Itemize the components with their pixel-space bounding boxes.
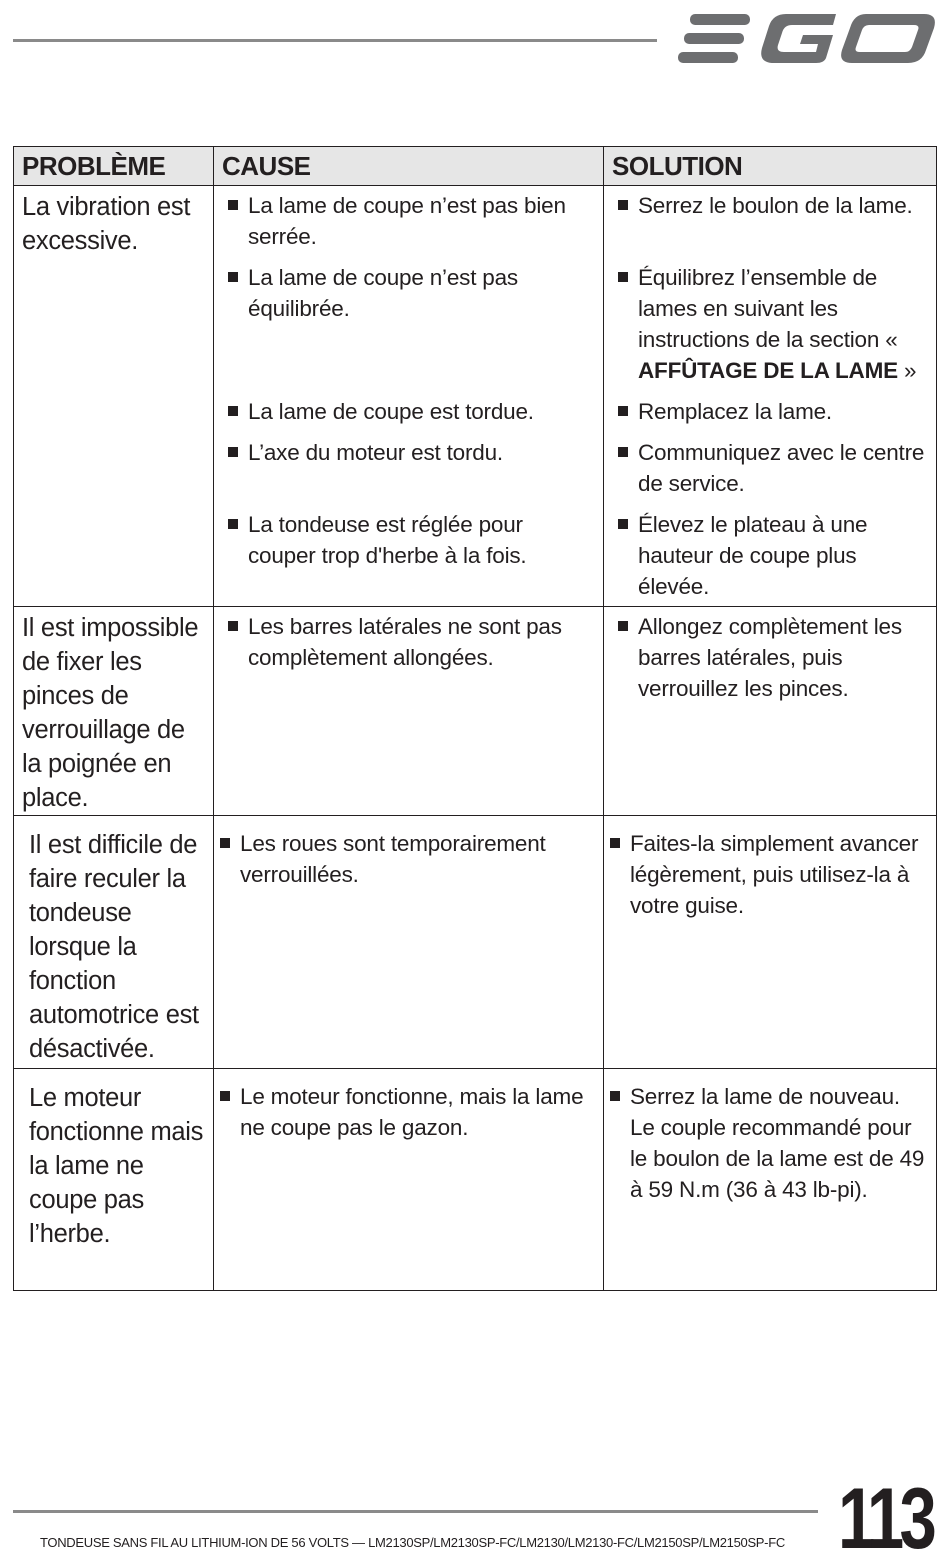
bullet-square-icon (228, 621, 238, 631)
header-cause: CAUSE (214, 147, 604, 186)
table-row (14, 607, 937, 816)
cause-item: La lame de coupe est tordue. (228, 396, 593, 427)
bullet-square-icon (228, 272, 238, 282)
cause-cell (214, 816, 604, 1069)
solution-item: Élevez le plateau à une hauteur de coupe plus élevée. (618, 509, 926, 602)
solution-item: Faites-la simplement avancer légèrement, puis utilisez-la à votre guise. (610, 828, 926, 921)
bullet-square-icon (220, 1091, 230, 1101)
bullet-square-icon (618, 519, 628, 529)
table-row (14, 1069, 937, 1291)
problem-cell: Il est difficile de faire reculer la tondeuse lorsque la fonction automotrice est désactivée. (14, 816, 214, 1069)
cause-item: La lame de coupe n’est pas bien serrée. (228, 190, 593, 252)
bullet-square-icon (228, 519, 238, 529)
solution-item: Remplacez la lame. (618, 396, 926, 427)
problem-cell: Il est impossible de fixer les pinces de verrouillage de la poignée en place. (14, 607, 214, 816)
cause-item: La tondeuse est réglée pour couper trop d'herbe à la fois. (228, 509, 593, 571)
cause-cell (214, 186, 604, 607)
solution-item: Serrez la lame de nouveau. Le couple recommandé pour le boulon de la lame est de 49 à 59 N.m (36 à 43 lb-pi). (610, 1081, 926, 1205)
cause-item: L’axe du moteur est tordu. (228, 437, 593, 499)
bullet-square-icon (618, 272, 628, 282)
header-problem: PROBLÈME (14, 147, 214, 186)
bullet-square-icon (618, 200, 628, 210)
cause-item: Les barres latérales ne sont pas complètement allongées. (228, 611, 593, 673)
cause-item: La lame de coupe n’est pas équilibrée. (228, 262, 593, 386)
bullet-square-icon (610, 1091, 620, 1101)
bullet-square-icon (228, 406, 238, 416)
solution-item: Allongez complètement les barres latérales, puis verrouillez les pinces. (618, 611, 926, 704)
cause-item: Le moteur fonctionne, mais la lame ne coupe pas le gazon. (220, 1081, 593, 1143)
bullet-square-icon (618, 621, 628, 631)
problem-cell: La vibration est excessive. (14, 186, 214, 607)
solution-item: Communiquez avec le centre de service. (618, 437, 926, 499)
page-number: 113 (838, 1471, 933, 1567)
solution-cell (604, 816, 937, 1069)
bullet-square-icon (220, 838, 230, 848)
troubleshooting-table (13, 146, 937, 1291)
footer-product-line: TONDEUSE SANS FIL AU LITHIUM-ION DE 56 VOLTS — LM2130SP/LM2130SP-FC/LM2130/LM2130-FC/LM2150SP/LM2150SP-FC (40, 1535, 785, 1550)
footer-rule (13, 1510, 818, 1513)
cause-item: Les roues sont temporairement verrouillées. (220, 828, 593, 890)
solution-cell (604, 607, 937, 816)
header-rule (13, 39, 657, 42)
cause-cell (214, 607, 604, 816)
cause-cell (214, 1069, 604, 1291)
bullet-square-icon (618, 406, 628, 416)
solution-item: Équilibrez l’ensemble de lames en suivant les instructions de la section « AFFÛTAGE DE LA LAME » (618, 262, 926, 386)
table-row (14, 816, 937, 1069)
bullet-square-icon (228, 200, 238, 210)
solution-item: Serrez le boulon de la lame. (618, 190, 926, 252)
bullet-square-icon (618, 447, 628, 457)
header-solution: SOLUTION (604, 147, 937, 186)
bullet-square-icon (610, 838, 620, 848)
table-header-row (14, 147, 937, 186)
solution-cell (604, 1069, 937, 1291)
ego-logo (676, 10, 936, 68)
table-row (14, 186, 937, 607)
solution-cell (604, 186, 937, 607)
bullet-square-icon (228, 447, 238, 457)
problem-cell: Le moteur fonctionne mais la lame ne coupe pas l’herbe. (14, 1069, 214, 1291)
